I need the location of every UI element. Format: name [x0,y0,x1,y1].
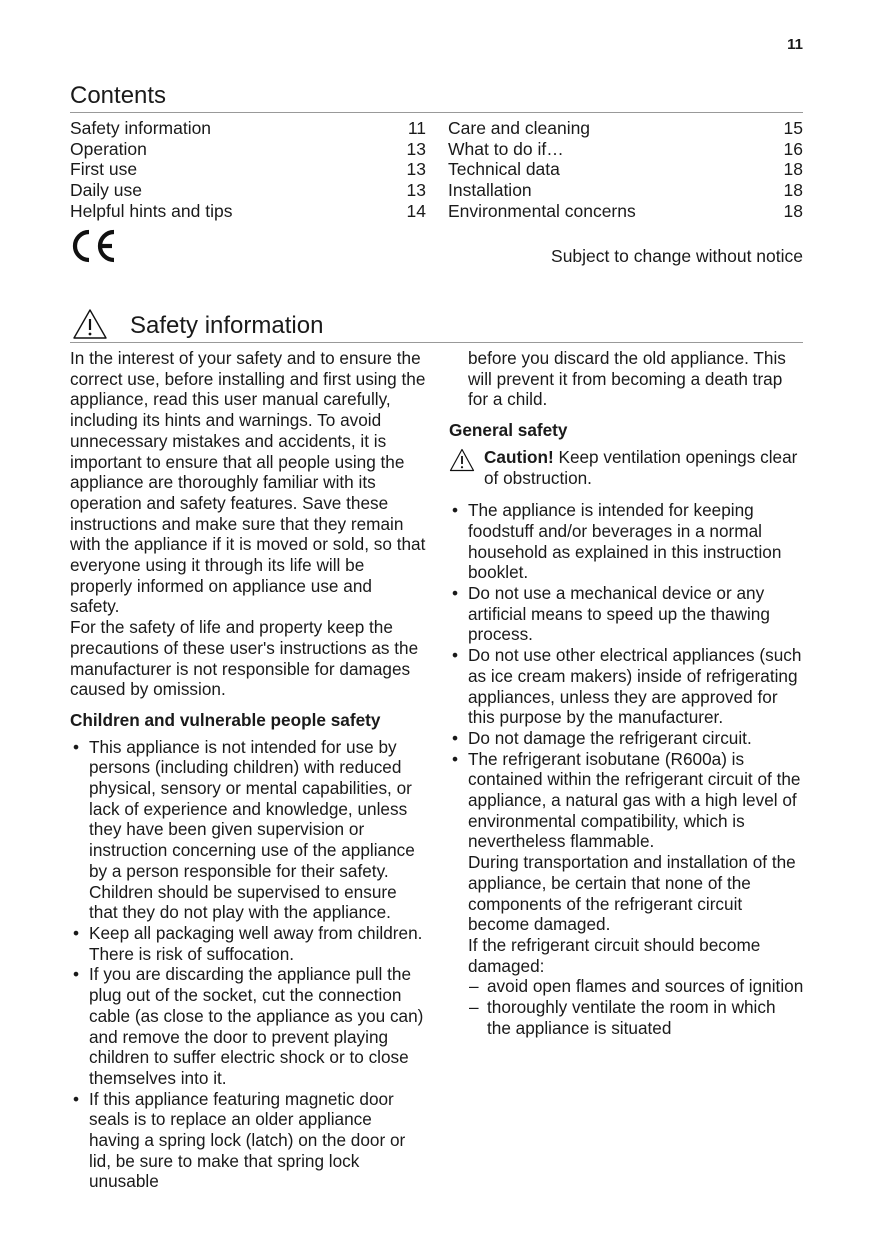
toc-entry-label: Care and cleaning [448,118,591,138]
toc-entry-label: What to do if… [448,138,564,159]
list-item: • Do not use other electrical appliances (such as ice cream makers) inside of refrigerating appliances, unless they are approved for this purpose by the manufacturer. [449,645,804,728]
dash-item: – avoid open flames and sources of ignition [468,976,804,997]
list-item: • If you are discarding the appliance pull the plug out of the socket, cut the connection cable (as close to the appliance as you can) and remove the door to prevent playing children to suffer electric shock or to close themselves into it. [70,964,426,1088]
toc-entry-page: 13 [406,138,426,159]
toc-entry[interactable] [70,118,426,139]
toc-entry-page: 13 [406,180,426,201]
caution-notice [449,447,804,488]
toc-left-column [70,118,426,222]
list-item-text: The refrigerant isobutane (R600a) is contained within the refrigerant circuit of the appliance, a natural gas with a high level of environmental compatibility, which is nevertheless flammable. [468,748,801,852]
left-text-column [70,348,426,1192]
children-safety-list [70,737,426,1192]
dash-item: – thoroughly ventilate the room in which the appliance is situated [468,997,804,1038]
transport-paragraph: During transportation and installation of the appliance, be certain that none of the components of the refrigerant circuit become damaged. [468,852,796,935]
toc-entry-label: Helpful hints and tips [70,200,233,221]
list-item: • Do not damage the refrigerant circuit. [449,728,804,749]
damaged-paragraph: If the refrigerant circuit should become damaged: [468,934,761,976]
safety-section-title: Safety information [130,312,324,339]
safety-section-header [70,306,803,342]
toc-entry-page: 18 [783,180,803,201]
toc-entry[interactable] [448,180,803,201]
toc-entry-page: 11 [407,118,426,138]
list-item: • If this appliance featuring magnetic door seals is to replace an older appliance having a spring lock (latch) on the door or lid, be sure to make that spring lock unusable [70,1089,426,1193]
toc-entry-label: First use [70,159,138,180]
toc-entry-label: Technical data [448,159,560,180]
toc-entry-page: 18 [783,159,803,180]
toc-entry[interactable] [70,201,426,222]
toc-entry[interactable] [70,139,426,160]
children-safety-heading: Children and vulnerable people safety [70,709,381,730]
toc-entry-label: Environmental concerns [448,200,636,221]
list-item: • This appliance is not intended for use by persons (including children) with reduced physical, sensory or mental capabilities, or lack of experience and knowledge, unless they have been given supervision or instruction concerning use of the appliance by a person responsible for their safety. Children should be supervised to ensure that they do not play with the appliance. [70,737,426,923]
contents-divider [70,112,803,113]
toc-entry[interactable] [70,159,426,180]
toc-right-column [448,118,803,222]
toc-entry-page: 15 [783,118,803,138]
general-safety-list [449,500,804,1038]
caution-text: Keep ventilation openings clear of obstruction. [484,446,798,488]
list-item: • Do not use a mechanical device or any artificial means to speed up the thawing process. [449,583,804,645]
toc-entry-page: 14 [406,200,426,221]
toc-entry-page: 16 [783,138,803,159]
contents-title: Contents [70,82,167,109]
right-text-column [449,348,804,1039]
toc-entry-page: 18 [783,200,803,221]
toc-entry-label: Daily use [70,180,142,201]
toc-entry[interactable] [448,201,803,222]
continued-paragraph: before you discard the old appliance. This will prevent it from becoming a death trap for a child. [468,348,786,410]
intro-paragraph: In the interest of your safety and to ensure the correct use, before installing and first using the appliance, read this user manual carefully, including its hints and warnings. To avoid unnecessary mistakes and accidents, it is important to ensure that all people using the appliance are thoroughly familiar with its operation and safety features. Save these instructions and make sure that they remain with the appliance if it is moved or sold, so that everyone using it through its life will be properly informed on appliance use and safety. [70,348,426,617]
page-number: 11 [787,36,803,53]
list-item: • Keep all packaging well away from children. There is risk of suffocation. [70,923,426,964]
toc-entry[interactable] [448,118,803,139]
toc-entry[interactable] [448,159,803,180]
safety-divider [70,342,803,343]
change-notice: Subject to change without notice [551,246,803,266]
damaged-actions-list [468,976,804,1038]
ce-mark-icon [70,228,118,269]
toc-entry[interactable] [70,180,426,201]
caution-label: Caution! [484,446,554,467]
list-item [449,749,804,1039]
list-item: • The appliance is intended for keeping foodstuff and/or beverages in a normal household as explained in this instruction booklet. [449,500,804,583]
toc-entry-page: 13 [406,159,426,180]
warning-triangle-icon [449,448,475,477]
warning-triangle-icon [72,308,108,345]
toc-entry-label: Operation [70,138,147,159]
toc-entry-label: Safety information [70,118,212,138]
intro-paragraph: For the safety of life and property keep the precautions of these user's instructions as the manufacturer is not responsible for damages caused by omission. [70,617,419,700]
general-safety-heading: General safety [449,420,568,441]
toc-entry[interactable] [448,139,803,160]
toc-entry-label: Installation [448,180,532,201]
